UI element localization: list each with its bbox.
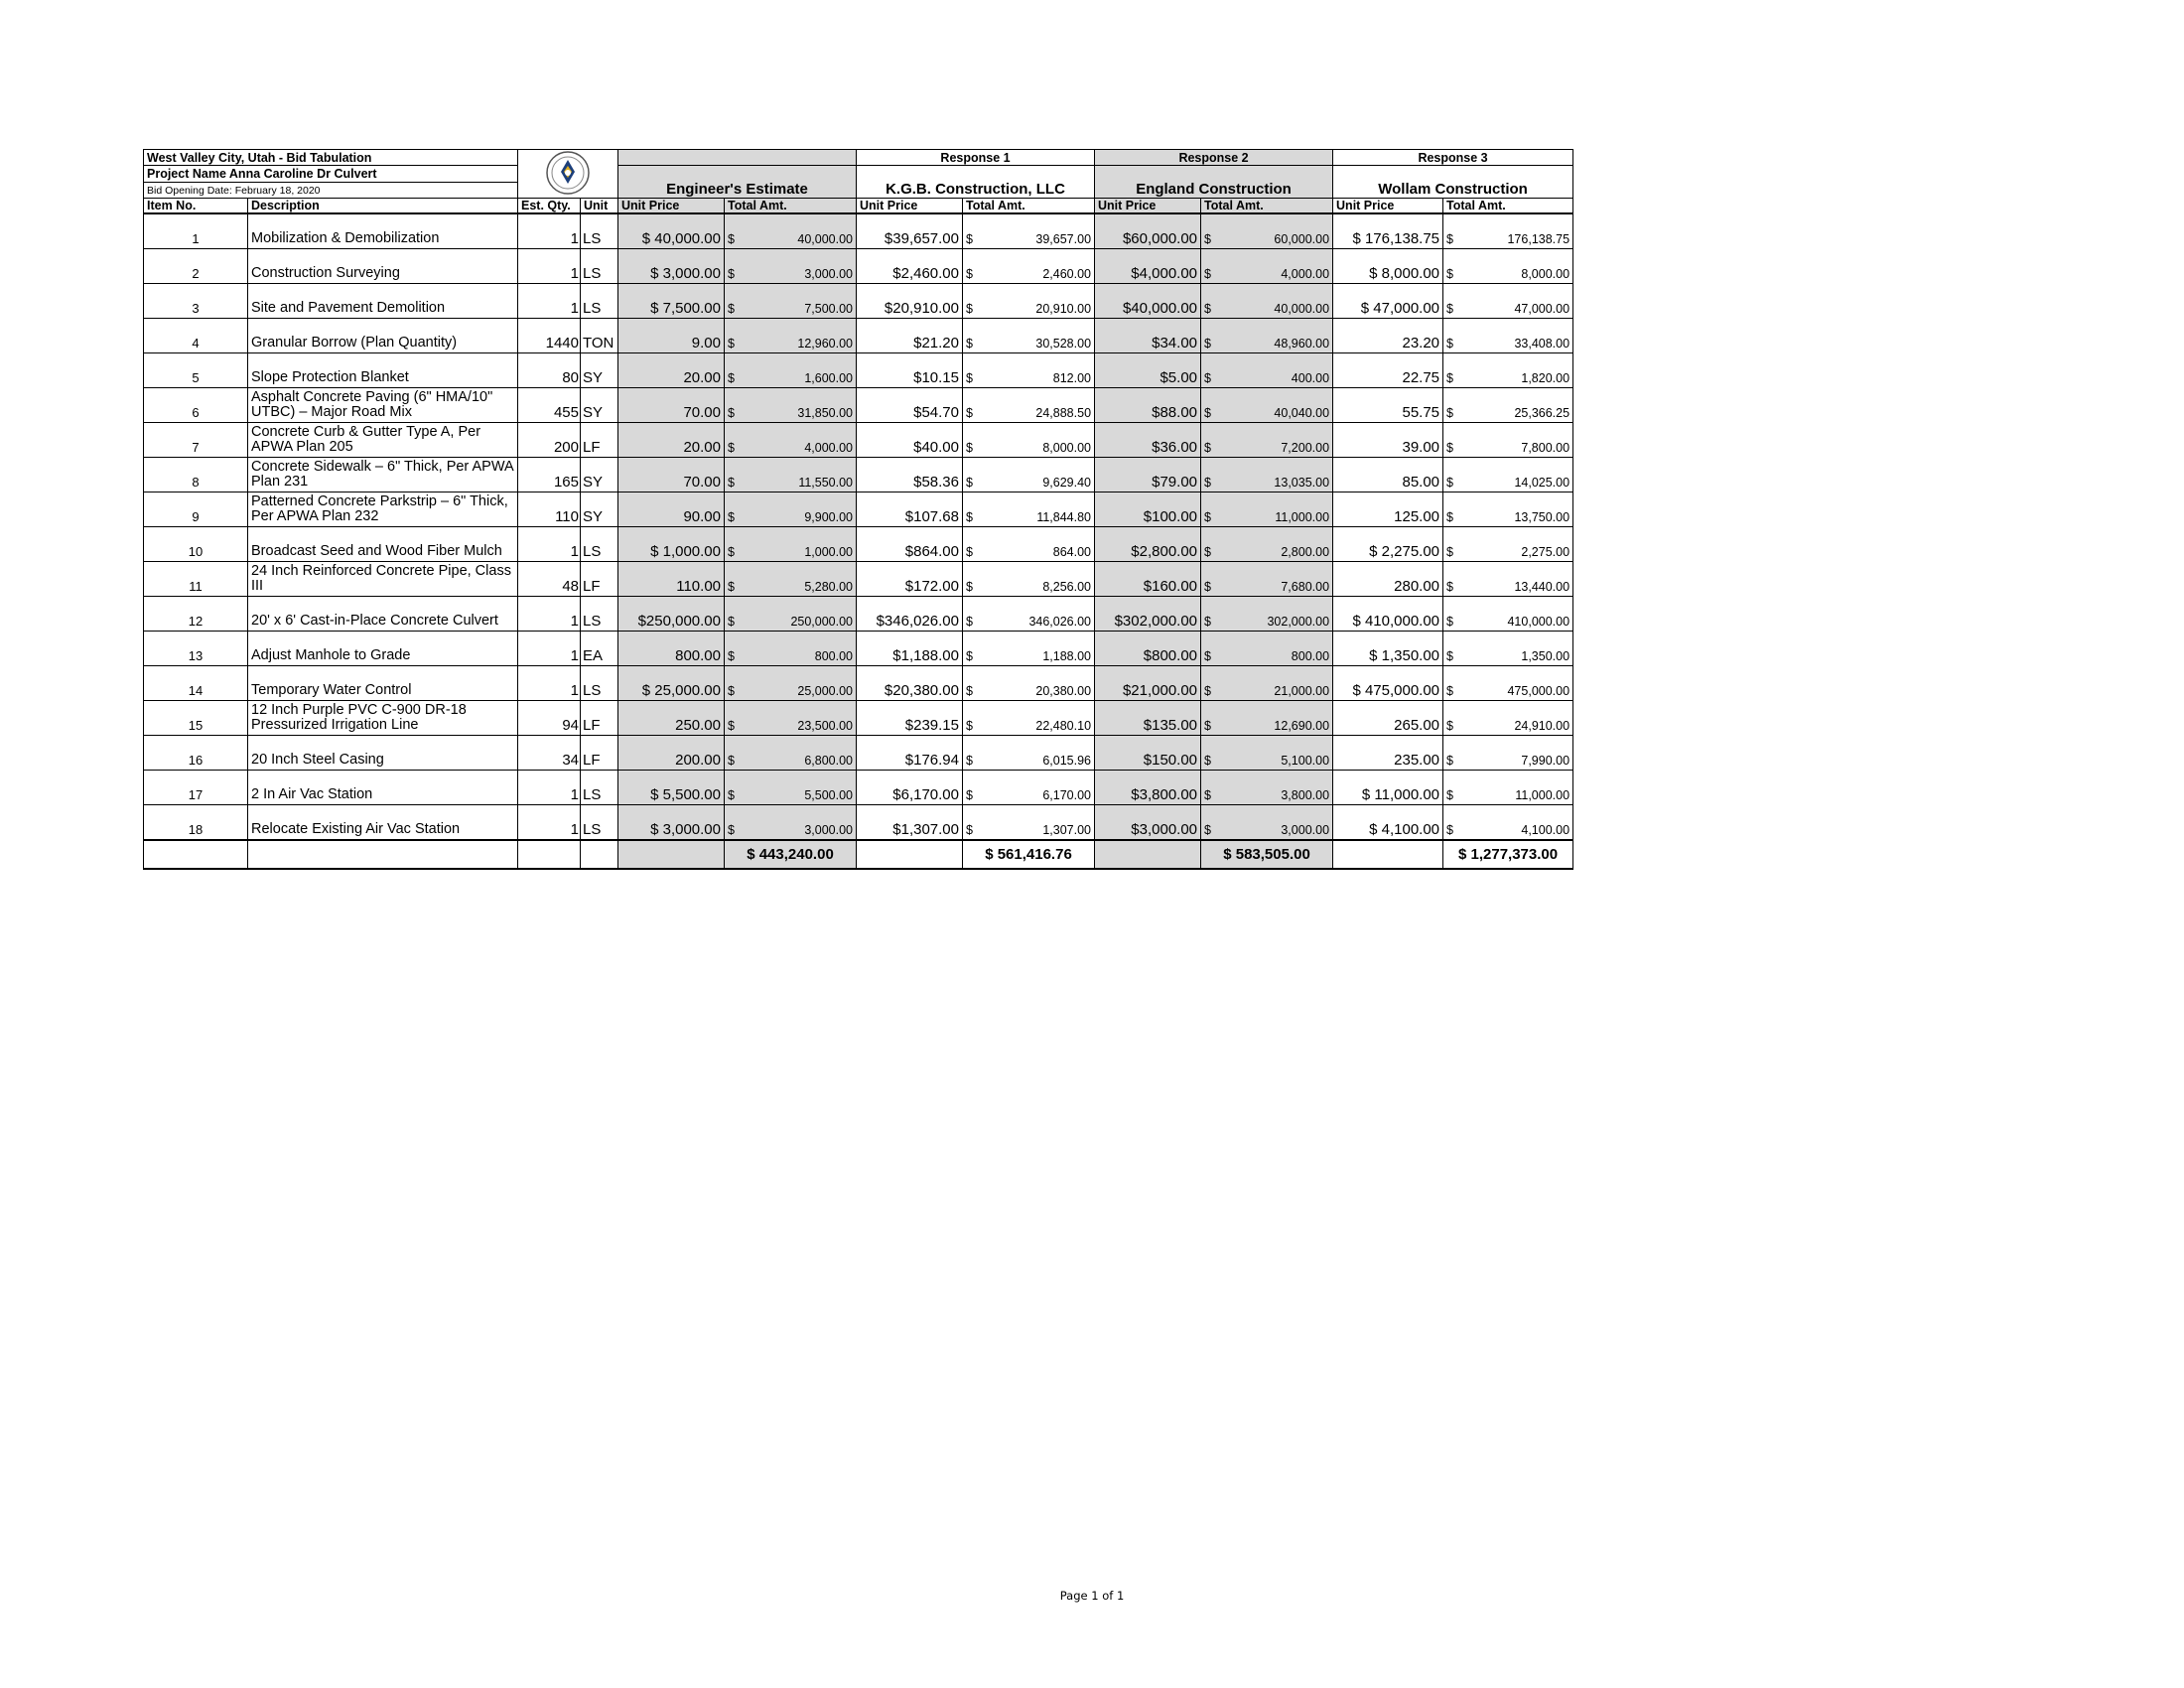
ee-unit-price: 20.00: [618, 423, 725, 458]
r1-total: $ 8,000.00: [963, 423, 1095, 458]
item-description: Mobilization & Demobilization: [248, 213, 518, 249]
r1-total: $ 6,015.96: [963, 736, 1095, 771]
table-row: [144, 458, 1573, 492]
item-number: 13: [144, 632, 248, 666]
item-description: Granular Borrow (Plan Quantity): [248, 319, 518, 353]
r2-unit-price: $60,000.00: [1095, 213, 1201, 249]
r2-unit-price: $3,800.00: [1095, 771, 1201, 805]
table-row: [144, 249, 1573, 284]
ee-total: $ 11,550.00: [725, 458, 857, 492]
ee-total: $ 5,280.00: [725, 562, 857, 597]
col-est-qty: Est. Qty.: [518, 199, 581, 214]
r3-unit-price: $ 11,000.00: [1333, 771, 1443, 805]
ee-total: $ 23,500.00: [725, 701, 857, 736]
r2-unit-price: $34.00: [1095, 319, 1201, 353]
r2-total: $ 302,000.00: [1201, 597, 1333, 632]
r1-total: $ 20,380.00: [963, 666, 1095, 701]
ee-unit-price: $ 1,000.00: [618, 527, 725, 562]
r2-total: $ 12,690.00: [1201, 701, 1333, 736]
r3-grand-total: $ 1,277,373.00: [1443, 840, 1573, 869]
r3-unit-price: $ 4,100.00: [1333, 805, 1443, 841]
r1-unit-price: $20,380.00: [857, 666, 963, 701]
item-unit: SY: [581, 492, 618, 527]
totals-row: [144, 840, 1573, 869]
item-qty: 1: [518, 249, 581, 284]
r2-total: $ 4,000.00: [1201, 249, 1333, 284]
item-description: Concrete Sidewalk – 6" Thick, Per APWA Plan 231: [248, 458, 518, 492]
item-unit: SY: [581, 388, 618, 423]
ee-grand-total: $ 443,240.00: [725, 840, 857, 869]
item-number: 4: [144, 319, 248, 353]
r1-unit-price: $10.15: [857, 353, 963, 388]
ee-total: $ 25,000.00: [725, 666, 857, 701]
r2-grand-total: $ 583,505.00: [1201, 840, 1333, 869]
item-description: Construction Surveying: [248, 249, 518, 284]
ee-unit-price: 110.00: [618, 562, 725, 597]
r3-unit-price: 22.75: [1333, 353, 1443, 388]
response-3-label: Response 3: [1333, 150, 1573, 166]
item-unit: LF: [581, 423, 618, 458]
r1-total: $ 11,844.80: [963, 492, 1095, 527]
r2-unit-price: $88.00: [1095, 388, 1201, 423]
item-qty: 110: [518, 492, 581, 527]
bid-items: [144, 213, 1573, 840]
r3-total: $ 7,800.00: [1443, 423, 1573, 458]
r3-unit-price: 125.00: [1333, 492, 1443, 527]
r3-total: $ 33,408.00: [1443, 319, 1573, 353]
r1-unit-price: $107.68: [857, 492, 963, 527]
ee-unit-price: $ 40,000.00: [618, 213, 725, 249]
r3-total: $ 176,138.75: [1443, 213, 1573, 249]
ee-total: $ 4,000.00: [725, 423, 857, 458]
r1-total: $ 346,026.00: [963, 597, 1095, 632]
r3-unit-price: 39.00: [1333, 423, 1443, 458]
col-unit: Unit: [581, 199, 618, 214]
item-number: 12: [144, 597, 248, 632]
r2-total: $ 21,000.00: [1201, 666, 1333, 701]
response-1-firm: K.G.B. Construction, LLC: [857, 166, 1095, 199]
item-unit: EA: [581, 632, 618, 666]
item-unit: LS: [581, 597, 618, 632]
item-unit: LS: [581, 666, 618, 701]
ee-unit-price: 90.00: [618, 492, 725, 527]
table-row: [144, 632, 1573, 666]
r1-unit-price: $54.70: [857, 388, 963, 423]
r1-total: $ 8,256.00: [963, 562, 1095, 597]
ee-total: $ 9,900.00: [725, 492, 857, 527]
r2-total: $ 48,960.00: [1201, 319, 1333, 353]
item-number: 16: [144, 736, 248, 771]
r3-unit-price: 280.00: [1333, 562, 1443, 597]
r3-total: $ 8,000.00: [1443, 249, 1573, 284]
r2-unit-price: $3,000.00: [1095, 805, 1201, 841]
col-r3-total: Total Amt.: [1443, 199, 1573, 214]
item-unit: LS: [581, 805, 618, 841]
item-unit: SY: [581, 458, 618, 492]
r2-total: $ 13,035.00: [1201, 458, 1333, 492]
project-name: Project Name Anna Caroline Dr Culvert: [144, 166, 518, 183]
item-qty: 1: [518, 666, 581, 701]
item-unit: LS: [581, 249, 618, 284]
r2-unit-price: $150.00: [1095, 736, 1201, 771]
item-qty: 1: [518, 597, 581, 632]
r3-total: $ 13,750.00: [1443, 492, 1573, 527]
item-description: Slope Protection Blanket: [248, 353, 518, 388]
r2-unit-price: $4,000.00: [1095, 249, 1201, 284]
r2-total: $ 800.00: [1201, 632, 1333, 666]
r2-total: $ 60,000.00: [1201, 213, 1333, 249]
item-number: 1: [144, 213, 248, 249]
r1-total: $ 2,460.00: [963, 249, 1095, 284]
r3-total: $ 14,025.00: [1443, 458, 1573, 492]
item-qty: 1: [518, 527, 581, 562]
item-description: Relocate Existing Air Vac Station: [248, 805, 518, 841]
ee-unit-price: 20.00: [618, 353, 725, 388]
r2-unit-price: $21,000.00: [1095, 666, 1201, 701]
city-seal-icon: [539, 150, 597, 196]
item-unit: LF: [581, 736, 618, 771]
r2-total: $ 40,000.00: [1201, 284, 1333, 319]
r3-total: $ 47,000.00: [1443, 284, 1573, 319]
r2-unit-price: $79.00: [1095, 458, 1201, 492]
r3-total: $ 410,000.00: [1443, 597, 1573, 632]
r1-unit-price: $2,460.00: [857, 249, 963, 284]
item-description: Concrete Curb & Gutter Type A, Per APWA Plan 205: [248, 423, 518, 458]
r3-total: $ 2,275.00: [1443, 527, 1573, 562]
r2-unit-price: $100.00: [1095, 492, 1201, 527]
r3-unit-price: $ 47,000.00: [1333, 284, 1443, 319]
item-qty: 455: [518, 388, 581, 423]
item-unit: LS: [581, 527, 618, 562]
r1-total: $ 864.00: [963, 527, 1095, 562]
r2-unit-price: $302,000.00: [1095, 597, 1201, 632]
table-row: [144, 353, 1573, 388]
r1-total: $ 6,170.00: [963, 771, 1095, 805]
r1-unit-price: $172.00: [857, 562, 963, 597]
r2-total: $ 7,680.00: [1201, 562, 1333, 597]
r2-total: $ 40,040.00: [1201, 388, 1333, 423]
item-number: 8: [144, 458, 248, 492]
r2-unit-price: $135.00: [1095, 701, 1201, 736]
response-3-firm: Wollam Construction: [1333, 166, 1573, 199]
item-qty: 1: [518, 771, 581, 805]
item-description: Site and Pavement Demolition: [248, 284, 518, 319]
r1-unit-price: $20,910.00: [857, 284, 963, 319]
col-ee-total: Total Amt.: [725, 199, 857, 214]
ee-total: $ 7,500.00: [725, 284, 857, 319]
table-row: [144, 284, 1573, 319]
item-qty: 165: [518, 458, 581, 492]
page-footer: Page 1 of 1: [1059, 1589, 1125, 1603]
r3-total: $ 7,990.00: [1443, 736, 1573, 771]
item-description: Asphalt Concrete Paving (6" HMA/10" UTBC) – Major Road Mix: [248, 388, 518, 423]
item-qty: 94: [518, 701, 581, 736]
item-qty: 1440: [518, 319, 581, 353]
ee-unit-price: $ 3,000.00: [618, 249, 725, 284]
r2-unit-price: $36.00: [1095, 423, 1201, 458]
table-row: [144, 666, 1573, 701]
item-unit: LS: [581, 771, 618, 805]
item-qty: 80: [518, 353, 581, 388]
item-number: 5: [144, 353, 248, 388]
r3-total: $ 13,440.00: [1443, 562, 1573, 597]
ee-total: $ 12,960.00: [725, 319, 857, 353]
item-unit: TON: [581, 319, 618, 353]
item-number: 6: [144, 388, 248, 423]
r1-unit-price: $864.00: [857, 527, 963, 562]
r3-total: $ 475,000.00: [1443, 666, 1573, 701]
item-number: 14: [144, 666, 248, 701]
col-description: Description: [248, 199, 518, 214]
r1-total: $ 1,188.00: [963, 632, 1095, 666]
item-number: 7: [144, 423, 248, 458]
response-2-label: Response 2: [1095, 150, 1333, 166]
r3-unit-price: $ 475,000.00: [1333, 666, 1443, 701]
ee-total: $ 5,500.00: [725, 771, 857, 805]
table-row: [144, 319, 1573, 353]
table-row: [144, 492, 1573, 527]
item-number: 9: [144, 492, 248, 527]
r2-unit-price: $40,000.00: [1095, 284, 1201, 319]
r1-unit-price: $21.20: [857, 319, 963, 353]
r1-total: $ 24,888.50: [963, 388, 1095, 423]
bid-table: [143, 149, 1573, 870]
col-r1-total: Total Amt.: [963, 199, 1095, 214]
r3-unit-price: 85.00: [1333, 458, 1443, 492]
r2-total: $ 5,100.00: [1201, 736, 1333, 771]
item-description: 20' x 6' Cast-in-Place Concrete Culvert: [248, 597, 518, 632]
r1-unit-price: $58.36: [857, 458, 963, 492]
r1-unit-price: $239.15: [857, 701, 963, 736]
ee-unit-price: $ 25,000.00: [618, 666, 725, 701]
r3-unit-price: $ 1,350.00: [1333, 632, 1443, 666]
sheet-title: West Valley City, Utah - Bid Tabulation: [144, 150, 518, 166]
r2-unit-price: $2,800.00: [1095, 527, 1201, 562]
r3-unit-price: $ 410,000.00: [1333, 597, 1443, 632]
item-description: Patterned Concrete Parkstrip – 6" Thick, Per APWA Plan 232: [248, 492, 518, 527]
r3-total: $ 25,366.25: [1443, 388, 1573, 423]
item-description: Temporary Water Control: [248, 666, 518, 701]
ee-unit-price: 250.00: [618, 701, 725, 736]
r2-total: $ 2,800.00: [1201, 527, 1333, 562]
ee-total: $ 1,000.00: [725, 527, 857, 562]
ee-total: $ 31,850.00: [725, 388, 857, 423]
r3-total: $ 24,910.00: [1443, 701, 1573, 736]
ee-unit-price: 70.00: [618, 388, 725, 423]
ee-total: $ 3,000.00: [725, 805, 857, 841]
item-unit: SY: [581, 353, 618, 388]
item-description: 24 Inch Reinforced Concrete Pipe, Class III: [248, 562, 518, 597]
r1-unit-price: $1,188.00: [857, 632, 963, 666]
r3-total: $ 1,820.00: [1443, 353, 1573, 388]
table-row: [144, 597, 1573, 632]
r3-unit-price: $ 8,000.00: [1333, 249, 1443, 284]
col-r1-unit-price: Unit Price: [857, 199, 963, 214]
table-row: [144, 701, 1573, 736]
r1-unit-price: $40.00: [857, 423, 963, 458]
table-row: [144, 736, 1573, 771]
table-row: [144, 213, 1573, 249]
r1-unit-price: $176.94: [857, 736, 963, 771]
col-r2-unit-price: Unit Price: [1095, 199, 1201, 214]
r1-unit-price: $39,657.00: [857, 213, 963, 249]
r3-unit-price: 23.20: [1333, 319, 1443, 353]
r1-total: $ 39,657.00: [963, 213, 1095, 249]
r2-total: $ 400.00: [1201, 353, 1333, 388]
ee-total: $ 1,600.00: [725, 353, 857, 388]
item-number: 17: [144, 771, 248, 805]
r3-unit-price: 235.00: [1333, 736, 1443, 771]
item-qty: 1: [518, 284, 581, 319]
r3-unit-price: $ 2,275.00: [1333, 527, 1443, 562]
item-description: 20 Inch Steel Casing: [248, 736, 518, 771]
ee-unit-price: 800.00: [618, 632, 725, 666]
item-number: 18: [144, 805, 248, 841]
ee-unit-price: 200.00: [618, 736, 725, 771]
ee-unit-price: $ 3,000.00: [618, 805, 725, 841]
response-1-label: Response 1: [857, 150, 1095, 166]
r1-total: $ 22,480.10: [963, 701, 1095, 736]
r3-total: $ 4,100.00: [1443, 805, 1573, 841]
r1-unit-price: $346,026.00: [857, 597, 963, 632]
r3-unit-price: $ 176,138.75: [1333, 213, 1443, 249]
col-ee-unit-price: Unit Price: [618, 199, 725, 214]
ee-total: $ 6,800.00: [725, 736, 857, 771]
col-item-no: Item No.: [144, 199, 248, 214]
ee-total: $ 3,000.00: [725, 249, 857, 284]
r3-total: $ 1,350.00: [1443, 632, 1573, 666]
r1-total: $ 9,629.40: [963, 458, 1095, 492]
r1-total: $ 20,910.00: [963, 284, 1095, 319]
r3-total: $ 11,000.00: [1443, 771, 1573, 805]
r1-total: $ 30,528.00: [963, 319, 1095, 353]
item-qty: 48: [518, 562, 581, 597]
item-unit: LS: [581, 284, 618, 319]
item-qty: 34: [518, 736, 581, 771]
table-row: [144, 423, 1573, 458]
item-number: 10: [144, 527, 248, 562]
ee-response-label: [618, 150, 857, 166]
table-row: [144, 771, 1573, 805]
r2-unit-price: $160.00: [1095, 562, 1201, 597]
ee-unit-price: $ 5,500.00: [618, 771, 725, 805]
item-number: 11: [144, 562, 248, 597]
r2-unit-price: $5.00: [1095, 353, 1201, 388]
item-description: Adjust Manhole to Grade: [248, 632, 518, 666]
item-description: Broadcast Seed and Wood Fiber Mulch: [248, 527, 518, 562]
item-qty: 1: [518, 213, 581, 249]
r1-unit-price: $6,170.00: [857, 771, 963, 805]
table-row: [144, 562, 1573, 597]
r1-total: $ 812.00: [963, 353, 1095, 388]
item-number: 3: [144, 284, 248, 319]
item-description: 12 Inch Purple PVC C-900 DR-18 Pressurized Irrigation Line: [248, 701, 518, 736]
bid-opening-date: Bid Opening Date: February 18, 2020: [144, 183, 518, 199]
table-row: [144, 805, 1573, 841]
item-unit: LF: [581, 562, 618, 597]
r2-total: $ 3,800.00: [1201, 771, 1333, 805]
ee-unit-price: $250,000.00: [618, 597, 725, 632]
item-qty: 1: [518, 805, 581, 841]
table-row: [144, 527, 1573, 562]
item-number: 15: [144, 701, 248, 736]
item-unit: LF: [581, 701, 618, 736]
engineers-estimate-heading: Engineer's Estimate: [618, 166, 857, 199]
r2-total: $ 11,000.00: [1201, 492, 1333, 527]
table-row: [144, 388, 1573, 423]
item-description: 2 In Air Vac Station: [248, 771, 518, 805]
ee-total: $ 250,000.00: [725, 597, 857, 632]
response-2-firm: England Construction: [1095, 166, 1333, 199]
r1-total: $ 1,307.00: [963, 805, 1095, 841]
ee-unit-price: 70.00: [618, 458, 725, 492]
ee-total: $ 40,000.00: [725, 213, 857, 249]
item-qty: 200: [518, 423, 581, 458]
r3-unit-price: 265.00: [1333, 701, 1443, 736]
r2-unit-price: $800.00: [1095, 632, 1201, 666]
r3-unit-price: 55.75: [1333, 388, 1443, 423]
logo-cell: [518, 150, 618, 199]
col-r2-total: Total Amt.: [1201, 199, 1333, 214]
item-qty: 1: [518, 632, 581, 666]
r2-total: $ 3,000.00: [1201, 805, 1333, 841]
r1-grand-total: $ 561,416.76: [963, 840, 1095, 869]
ee-total: $ 800.00: [725, 632, 857, 666]
item-unit: LS: [581, 213, 618, 249]
bid-tabulation-sheet: [143, 149, 1570, 870]
item-number: 2: [144, 249, 248, 284]
ee-unit-price: $ 7,500.00: [618, 284, 725, 319]
r2-total: $ 7,200.00: [1201, 423, 1333, 458]
ee-unit-price: 9.00: [618, 319, 725, 353]
col-r3-unit-price: Unit Price: [1333, 199, 1443, 214]
r1-unit-price: $1,307.00: [857, 805, 963, 841]
